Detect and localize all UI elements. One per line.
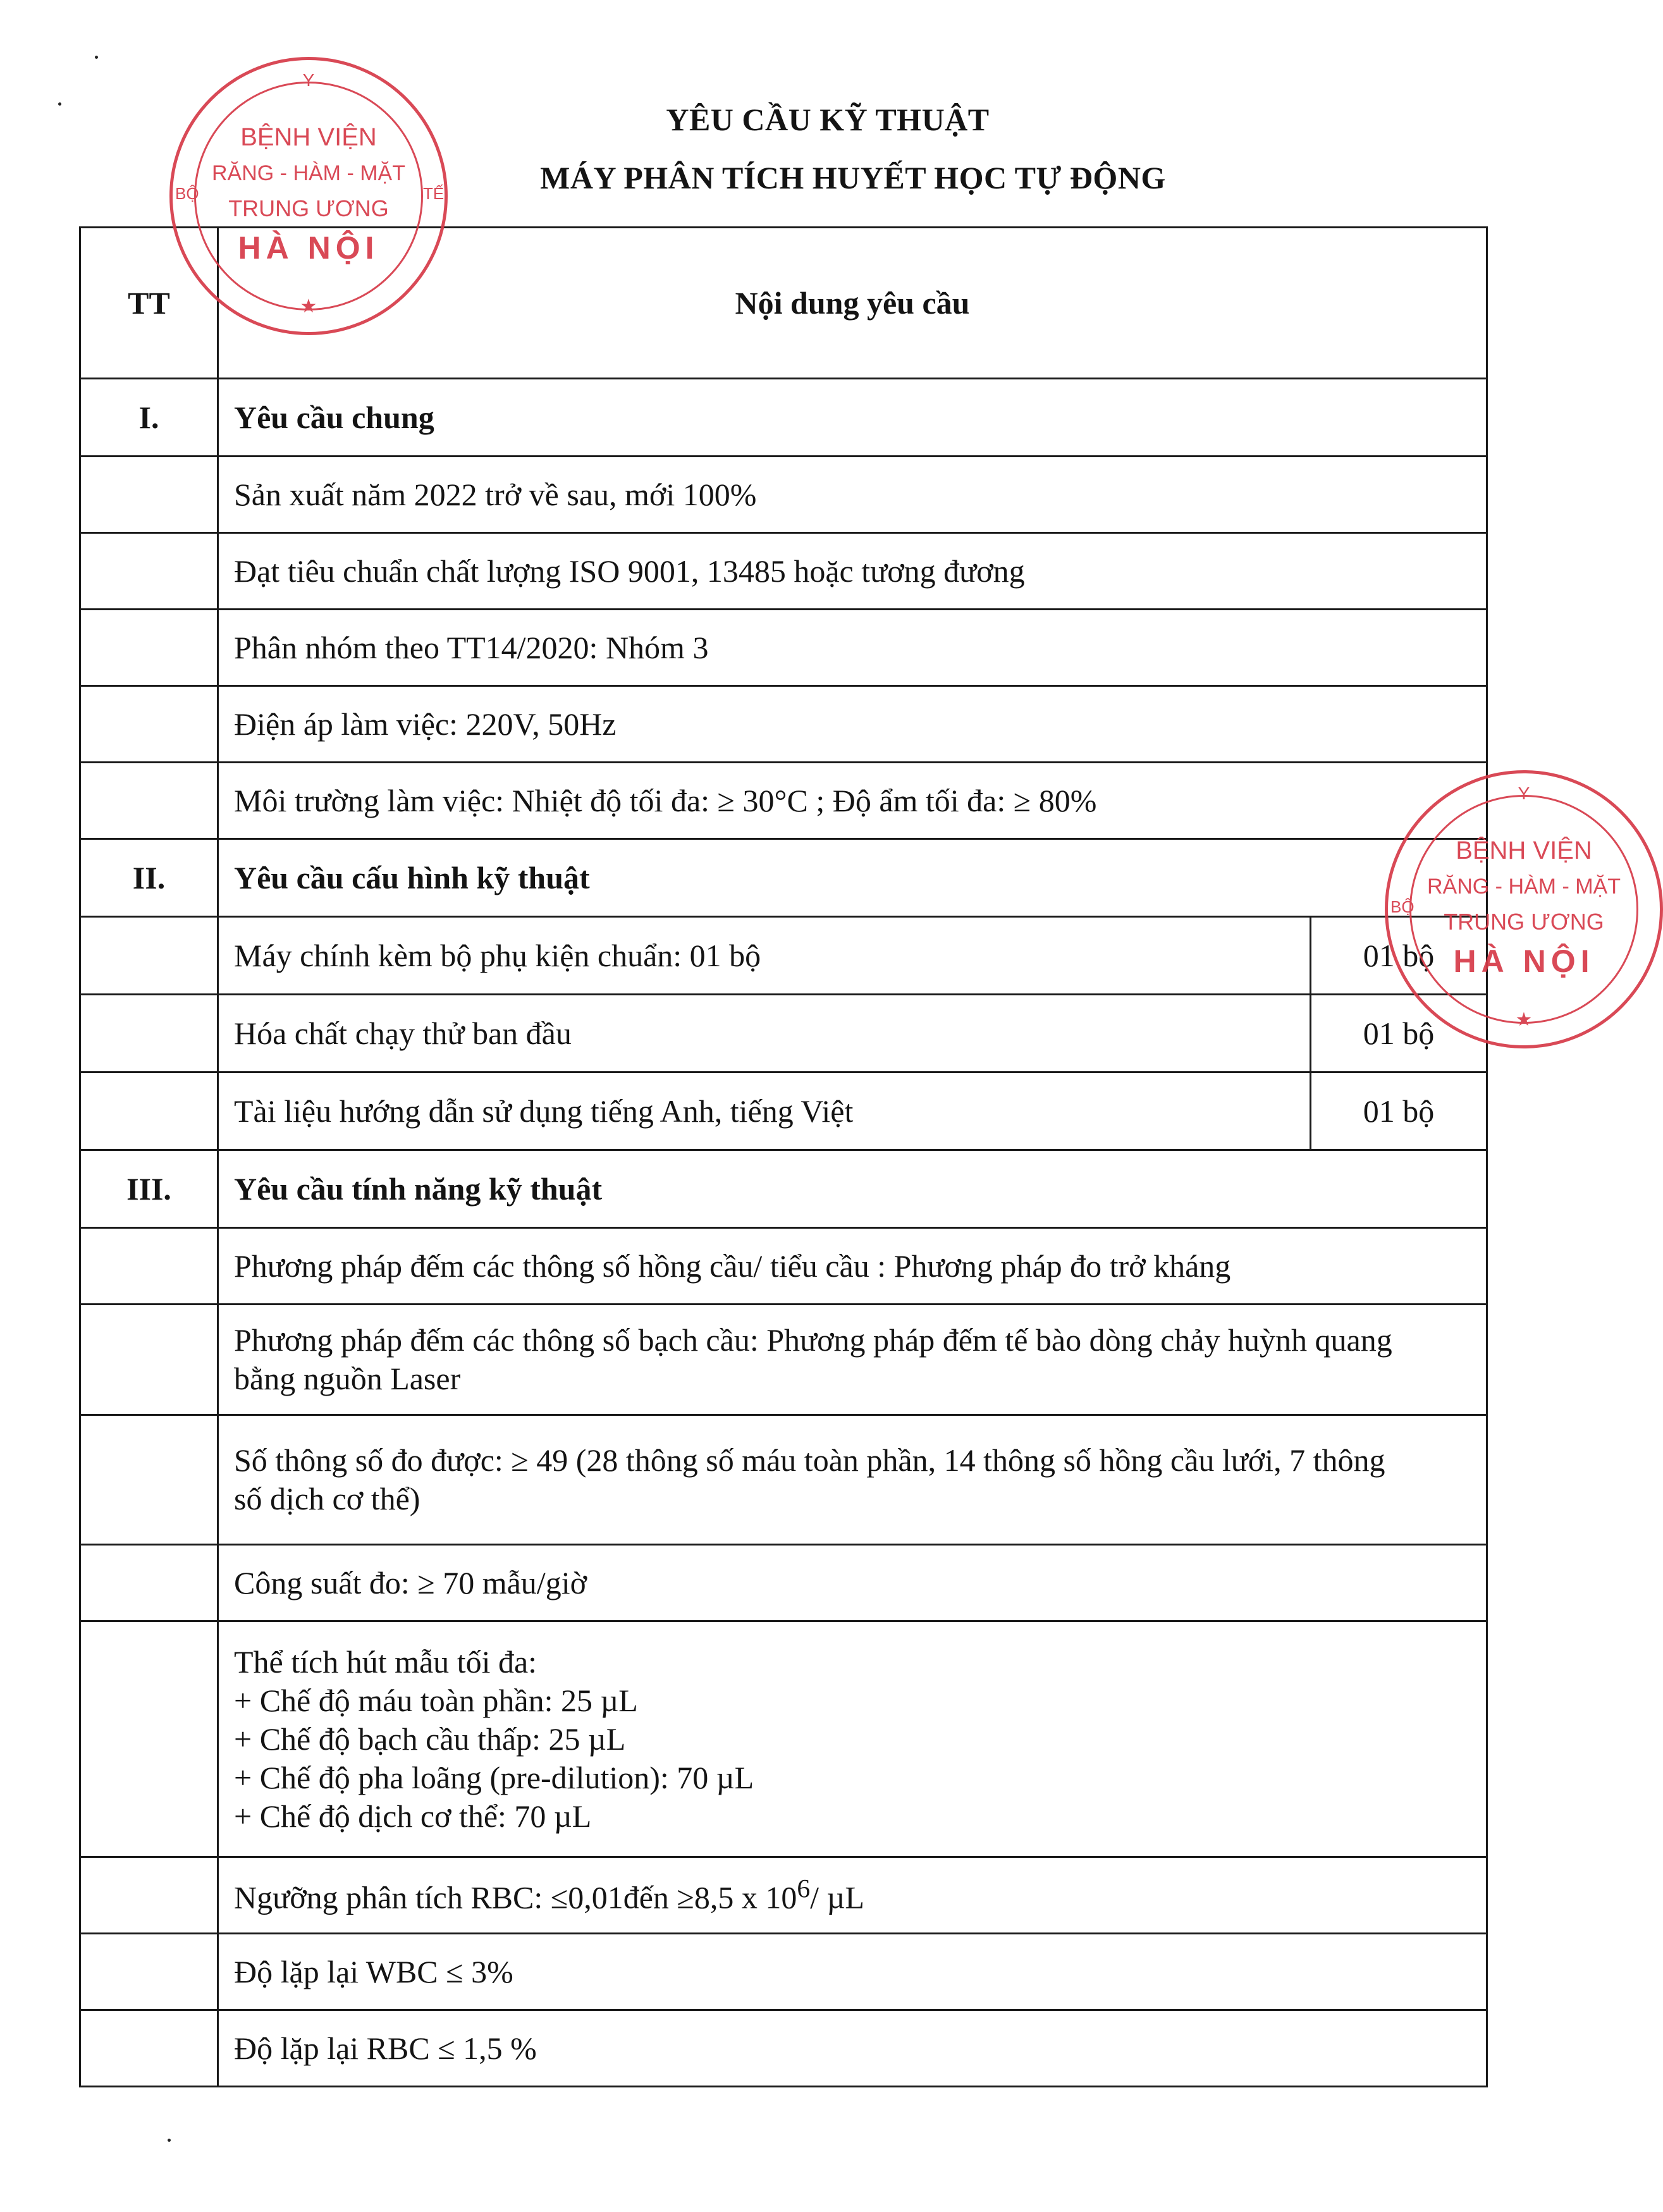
requirement-text: Hóa chất chạy thử ban đầu (218, 995, 1311, 1072)
requirement-text: Tài liệu hướng dẫn sử dụng tiếng Anh, tiếng Việt (218, 1072, 1311, 1150)
section-number: II. (80, 839, 218, 917)
seal-star: ★ (300, 296, 317, 317)
hospital-seal (169, 57, 448, 335)
tt-cell (80, 995, 218, 1072)
section-title: Yêu cầu cấu hình kỹ thuật (218, 839, 1487, 917)
table-row (80, 1545, 1487, 1621)
table-row (80, 610, 1487, 686)
tt-cell (80, 1415, 218, 1545)
tt-cell (80, 1305, 218, 1415)
table-row (80, 533, 1487, 610)
seal-side-left: BỘ (175, 184, 199, 203)
requirement-text: Đạt tiêu chuẩn chất lượng ISO 9001, 13485 hoặc tương đương (218, 533, 1487, 610)
seal-line-3: TRUNG ƯƠNG (228, 195, 389, 221)
tt-cell (80, 533, 218, 610)
requirement-text (218, 1857, 1487, 1934)
hospital-seal (1385, 770, 1663, 1048)
document-subtitle: MÁY PHÂN TÍCH HUYẾT HỌC TỰ ĐỘNG (540, 160, 1166, 195)
seal-side-left: BỘ (1390, 897, 1414, 916)
requirement-text: Sản xuất năm 2022 trở về sau, mới 100% (218, 457, 1487, 533)
requirements-table (79, 226, 1488, 2087)
scan-speck (168, 2139, 171, 2142)
quantity-cell: 01 bộ (1311, 917, 1487, 995)
tt-cell (80, 1934, 218, 2010)
seal-line-3: TRUNG ƯƠNG (1444, 909, 1604, 935)
tt-cell (80, 763, 218, 839)
tt-cell (80, 610, 218, 686)
section-title: Yêu cầu chung (218, 379, 1487, 457)
requirement-text: Máy chính kèm bộ phụ kiện chuẩn: 01 bộ (218, 917, 1311, 995)
section-number: III. (80, 1150, 218, 1228)
requirement-text: Phương pháp đếm các thông số hồng cầu/ tiểu cầu : Phương pháp đo trở kháng (218, 1228, 1487, 1305)
table-row (80, 1857, 1487, 1934)
seal-star: ★ (1515, 1009, 1533, 1030)
seal-line-4: HÀ NỘI (1453, 943, 1595, 979)
requirement-text: Độ lặp lại RBC ≤ 1,5 % (218, 2010, 1487, 2087)
table-row (80, 686, 1487, 763)
requirement-text: Công suất đo: ≥ 70 mẫu/giờ (218, 1545, 1487, 1621)
table-row (80, 1305, 1487, 1415)
table-row (80, 1228, 1487, 1305)
section-row (80, 1150, 1487, 1228)
section-row (80, 839, 1487, 917)
requirement-line: + Chế độ máu toàn phần: 25 µL (234, 1682, 638, 1718)
section-number: I. (80, 379, 218, 457)
requirement-text: Môi trường làm việc: Nhiệt độ tối đa: ≥ 30°C ; Độ ẩm tối đa: ≥ 80% (218, 763, 1487, 839)
table-row (80, 995, 1487, 1072)
tt-cell (80, 457, 218, 533)
quantity-cell: 01 bộ (1311, 1072, 1487, 1150)
requirement-line: + Chế độ bạch cầu thấp: 25 µL (234, 1721, 626, 1757)
seal-line-1: BỆNH VIỆN (1456, 837, 1592, 864)
section-row (80, 379, 1487, 457)
header-tt: TT (80, 228, 218, 379)
tt-cell (80, 1621, 218, 1857)
section-title: Yêu cầu tính năng kỹ thuật (218, 1150, 1487, 1228)
document-title: YÊU CẦU KỸ THUẬT (666, 102, 990, 137)
requirement-text: Phân nhóm theo TT14/2020: Nhóm 3 (218, 610, 1487, 686)
table-row (80, 457, 1487, 533)
table-row (80, 917, 1487, 995)
requirement-text (218, 1415, 1487, 1545)
seal-side-right: TẾ (423, 184, 445, 203)
requirement-text (218, 1621, 1487, 1857)
requirement-line: Phương pháp đếm các thông số bạch cầu: Phương pháp đếm tế bào dòng chảy huỳnh quang (234, 1322, 1392, 1358)
rbc-range-prefix: Ngưỡng phân tích RBC: ≤0,01đến ≥8,5 x 10 (234, 1879, 797, 1915)
seal-top-mark: Y (302, 70, 315, 90)
requirement-text: Độ lặp lại WBC ≤ 3% (218, 1934, 1487, 2010)
requirement-line: Thể tích hút mẫu tối đa: (234, 1644, 537, 1680)
tt-cell (80, 1545, 218, 1621)
requirement-line: bằng nguồn Laser (234, 1361, 461, 1396)
table-row (80, 1415, 1487, 1545)
table-row (80, 1934, 1487, 2010)
quantity-cell: 01 bộ (1311, 995, 1487, 1072)
rbc-range-exponent: 6 (797, 1874, 811, 1904)
table-row (80, 1621, 1487, 1857)
tt-cell (80, 1857, 218, 1934)
table-row (80, 1072, 1487, 1150)
tt-cell (80, 1072, 218, 1150)
table-row (80, 2010, 1487, 2087)
tt-cell (80, 2010, 218, 2087)
scan-speck (58, 102, 61, 106)
requirement-line: số dịch cơ thể) (234, 1481, 420, 1516)
table-row (80, 763, 1487, 839)
seal-top-mark: Y (1518, 783, 1530, 803)
requirement-line: + Chế độ pha loãng (pre-dilution): 70 µL (234, 1759, 754, 1795)
seal-line-2: RĂNG - HÀM - MẶT (1427, 875, 1621, 899)
seal-line-2: RĂNG - HÀM - MẶT (212, 161, 405, 185)
tt-cell (80, 917, 218, 995)
seal-line-1: BỆNH VIỆN (240, 123, 377, 151)
scan-speck (95, 56, 98, 59)
requirement-text (218, 1305, 1487, 1415)
requirement-line: + Chế độ dịch cơ thể: 70 µL (234, 1798, 592, 1834)
tt-cell (80, 686, 218, 763)
header-content: Nội dung yêu cầu (218, 228, 1487, 379)
seal-line-4: HÀ NỘI (238, 230, 379, 266)
requirement-text: Điện áp làm việc: 220V, 50Hz (218, 686, 1487, 763)
tt-cell (80, 1228, 218, 1305)
requirement-line: Số thông số đo được: ≥ 49 (28 thông số máu toàn phần, 14 thông số hồng cầu lưới, 7 thông (234, 1442, 1385, 1478)
rbc-range-suffix: / µL (810, 1879, 864, 1915)
